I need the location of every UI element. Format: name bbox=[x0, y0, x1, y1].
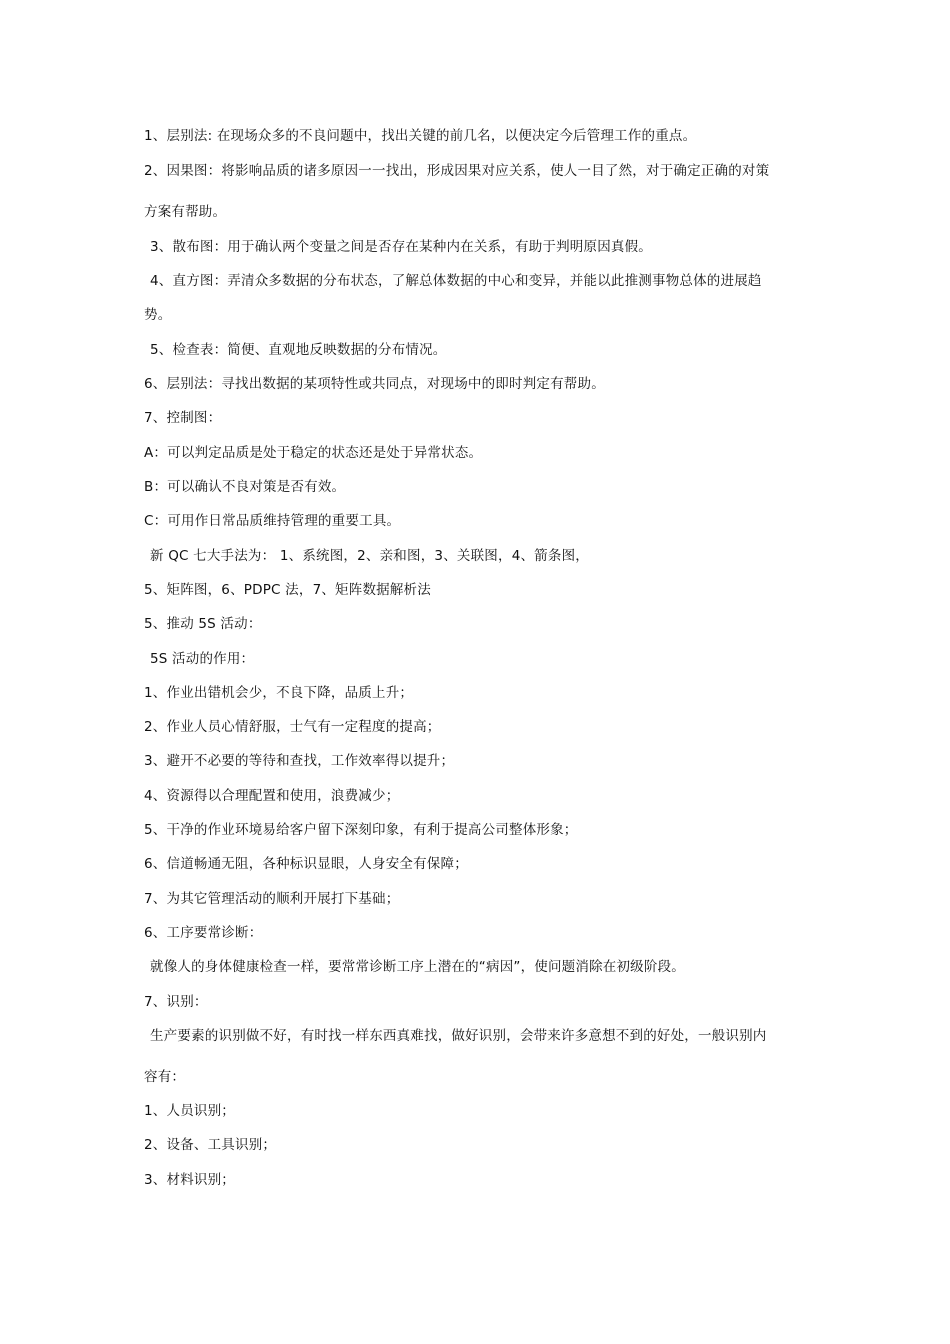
text-line: 3、避开不必要的等待和查找，工作效率得以提升； bbox=[144, 753, 455, 769]
text-line: 7、为其它管理活动的顺利开展打下基础； bbox=[144, 891, 400, 907]
text-line: 6、层别法：寻找出数据的某项特性或共同点，对现场中的即时判定有帮助。 bbox=[144, 376, 605, 392]
text-line: 方案有帮助。 bbox=[144, 204, 227, 220]
text-line: 4、资源得以合理配置和使用，浪费减少； bbox=[144, 788, 400, 804]
text-line: 6、信道畅通无阻，各种标识显眼，人身安全有保障； bbox=[144, 856, 468, 872]
text-line: 5S 活动的作用： bbox=[150, 651, 255, 667]
text-line: 2、设备、工具识别； bbox=[144, 1137, 277, 1153]
text-line: 7、识别： bbox=[144, 994, 208, 1010]
text-line: 1、层别法: 在现场众多的不良问题中，找出关键的前几名，以便决定今后管理工作的重点。 bbox=[144, 128, 697, 144]
text-line: 5、干净的作业环境易给客户留下深刻印象，有利于提高公司整体形象； bbox=[144, 822, 578, 838]
text-line: 新 QC 七大手法为： 1、系统图，2、亲和图，3、关联图，4、箭条图， bbox=[150, 548, 589, 564]
text-line: 7、控制图： bbox=[144, 410, 222, 426]
text-line: 就像人的身体健康检查一样，要常常诊断工序上潜在的“病因”，使问题消除在初级阶段。 bbox=[150, 959, 685, 975]
text-line: 5、矩阵图，6、PDPC 法，7、矩阵数据解析法 bbox=[144, 582, 431, 598]
text-line: 1、人员识别； bbox=[144, 1103, 235, 1119]
text-line: 4、直方图：弄清众多数据的分布状态，了解总体数据的中心和变异，并能以此推测事物总体的进展趋 bbox=[150, 273, 762, 289]
text-line: A：可以判定品质是处于稳定的状态还是处于异常状态。 bbox=[144, 445, 483, 461]
text-line: 5、检查表：简便、直观地反映数据的分布情况。 bbox=[150, 342, 447, 358]
text-line: 5、推动 5S 活动： bbox=[144, 616, 262, 632]
text-line: 势。 bbox=[144, 307, 172, 323]
text-line: 生产要素的识别做不好，有时找一样东西真难找，做好识别，会带来许多意想不到的好处，一般识别内 bbox=[150, 1028, 767, 1044]
text-line: 2、因果图：将影响品质的诸多原因一一找出，形成因果对应关系，使人一目了然，对于确定正确的对策 bbox=[144, 163, 770, 179]
text-line: B：可以确认不良对策是否有效。 bbox=[144, 479, 346, 495]
text-line: 3、材料识别； bbox=[144, 1172, 235, 1188]
text-line: 容有： bbox=[144, 1069, 186, 1085]
text-line: 3、散布图：用于确认两个变量之间是否存在某种内在关系，有助于判明原因真假。 bbox=[150, 239, 652, 255]
text-line: 1、作业出错机会少，不良下降，品质上升； bbox=[144, 685, 414, 701]
text-line: C：可用作日常品质维持管理的重要工具。 bbox=[144, 513, 401, 529]
text-line: 2、作业人员心情舒服，士气有一定程度的提高； bbox=[144, 719, 441, 735]
text-line: 6、工序要常诊断： bbox=[144, 925, 263, 941]
